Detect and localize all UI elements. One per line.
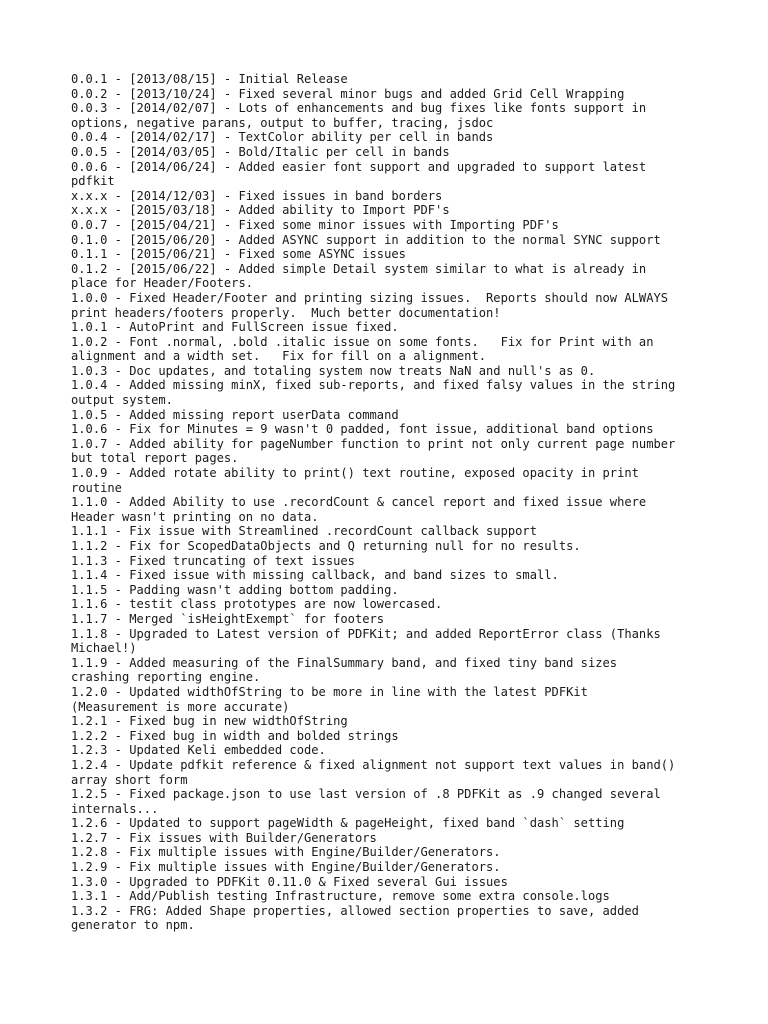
changelog-entry: 1.0.6 - Fix for Minutes = 9 wasn't 0 padded, font issue, additional band options xyxy=(71,422,654,437)
changelog-entry: 0.1.1 - [2015/06/21] - Fixed some ASYNC issues xyxy=(71,247,406,262)
changelog-entry: 1.1.1 - Fix issue with Streamlined .recordCount callback support xyxy=(71,524,537,539)
changelog-entry: 1.1.8 - Upgraded to Latest version of PDFKit; and added ReportError class (Thanks Michael!) xyxy=(71,626,661,656)
changelog-entry: 0.0.7 - [2015/04/21] - Fixed some minor issues with Importing PDF's xyxy=(71,217,559,232)
changelog-entry: 1.1.5 - Padding wasn't adding bottom padding. xyxy=(71,582,399,597)
changelog-entry: 1.0.0 - Fixed Header/Footer and printing sizing issues. Reports should now ALWAYS print headers/footers properly. Much better documentation! xyxy=(71,290,669,320)
changelog-entry: 1.2.5 - Fixed package.json to use last version of .8 PDFKit as .9 changed several internals... xyxy=(71,787,661,816)
changelog-entry: 0.0.3 - [2014/02/07] - Lots of enhancements and bug fixes like fonts support in options, negative parans, output to buffer, tracing, jsdoc xyxy=(71,101,647,130)
changelog-entry: 1.0.1 - AutoPrint and FullScreen issue fixed. xyxy=(71,320,399,335)
changelog-entry: 0.0.4 - [2014/02/17] - TextColor ability per cell in bands xyxy=(71,130,494,145)
changelog-entry: 1.3.0 - Upgraded to PDFKit 0.11.0 & Fixed several Gui issues xyxy=(71,874,508,889)
changelog-entry: 1.3.2 - FRG: Added Shape properties, allowed section properties to save, added generator to npm. xyxy=(71,903,639,933)
changelog-entry: 0.0.2 - [2013/10/24] - Fixed several minor bugs and added Grid Cell Wrapping xyxy=(71,86,625,101)
changelog-entry: 0.0.6 - [2014/06/24] - Added easier font support and upgraded to support latest pdfkit xyxy=(71,159,647,189)
changelog-entry: 1.0.3 - Doc updates, and totaling system now treats NaN and null's as 0. xyxy=(71,363,596,378)
changelog-entry: 1.2.4 - Update pdfkit reference & fixed alignment not support text values in band() array short form xyxy=(71,757,676,787)
changelog-entry: 1.2.7 - Fix issues with Builder/Generators xyxy=(71,830,377,845)
changelog-entry: 0.1.2 - [2015/06/22] - Added simple Detail system similar to what is already in place for Header/Footers. xyxy=(71,261,647,291)
changelog-entry: 1.1.4 - Fixed issue with missing callback, and band sizes to small. xyxy=(71,568,559,583)
changelog-entry: 1.1.0 - Added Ability to use .recordCount & cancel report and fixed issue where Header wasn't printing on no data. xyxy=(71,495,647,524)
changelog-entry: 1.3.1 - Add/Publish testing Infrastructure, remove some extra console.logs xyxy=(71,889,610,904)
changelog-entry: 1.2.0 - Updated widthOfString to be more in line with the latest PDFKit (Measurement is more accurate) xyxy=(71,684,588,714)
changelog-entry: 0.1.0 - [2015/06/20] - Added ASYNC support in addition to the normal SYNC support xyxy=(71,232,661,247)
changelog-entry: 0.0.5 - [2014/03/05] - Bold/Italic per cell in bands xyxy=(71,144,450,159)
changelog-entry: 1.0.9 - Added rotate ability to print() text routine, exposed opacity in print routine xyxy=(71,466,639,495)
changelog-entry: 1.1.3 - Fixed truncating of text issues xyxy=(71,553,355,568)
changelog-entry: 1.0.4 - Added missing minX, fixed sub-reports, and fixed falsy values in the string output system. xyxy=(71,378,676,408)
changelog-entry: 1.1.2 - Fix for ScopedDataObjects and Q returning null for no results. xyxy=(71,539,581,553)
changelog-entry: 1.1.6 - testit class prototypes are now lowercased. xyxy=(71,597,443,612)
changelog-entry: 1.2.6 - Updated to support pageWidth & pageHeight, fixed band `dash` setting xyxy=(71,816,625,831)
changelog-entry: 1.0.7 - Added ability for pageNumber function to print not only current page number but total report pages. xyxy=(71,436,676,466)
changelog-entry: 1.1.9 - Added measuring of the FinalSummary band, and fixed tiny band sizes crashing reporting engine. xyxy=(71,655,618,685)
changelog-entry: 1.2.3 - Updated Keli embedded code. xyxy=(71,743,326,758)
changelog-entry: 1.1.7 - Merged `isHeightExempt` for footers xyxy=(71,611,385,626)
changelog-entry: 1.0.5 - Added missing report userData command xyxy=(71,407,399,422)
changelog-entry: 1.2.9 - Fix multiple issues with Engine/Builder/Generators. xyxy=(71,860,501,875)
changelog-document xyxy=(71,72,711,933)
changelog-entry: 1.2.8 - Fix multiple issues with Engine/Builder/Generators. xyxy=(71,845,501,860)
changelog-entry: 1.2.2 - Fixed bug in width and bolded strings xyxy=(71,728,399,743)
changelog-entry: x.x.x - [2015/03/18] - Added ability to Import PDF's xyxy=(71,203,450,218)
changelog-entry: 0.0.1 - [2013/08/15] - Initial Release xyxy=(71,72,348,86)
changelog-entry: 1.2.1 - Fixed bug in new widthOfString xyxy=(71,714,348,729)
changelog-entry: 1.0.2 - Font .normal, .bold .italic issue on some fonts. Fix for Print with an alignment and a width set. Fix for fill on a alignment. xyxy=(71,334,654,364)
changelog-entry: x.x.x - [2014/12/03] - Fixed issues in band borders xyxy=(71,188,443,203)
